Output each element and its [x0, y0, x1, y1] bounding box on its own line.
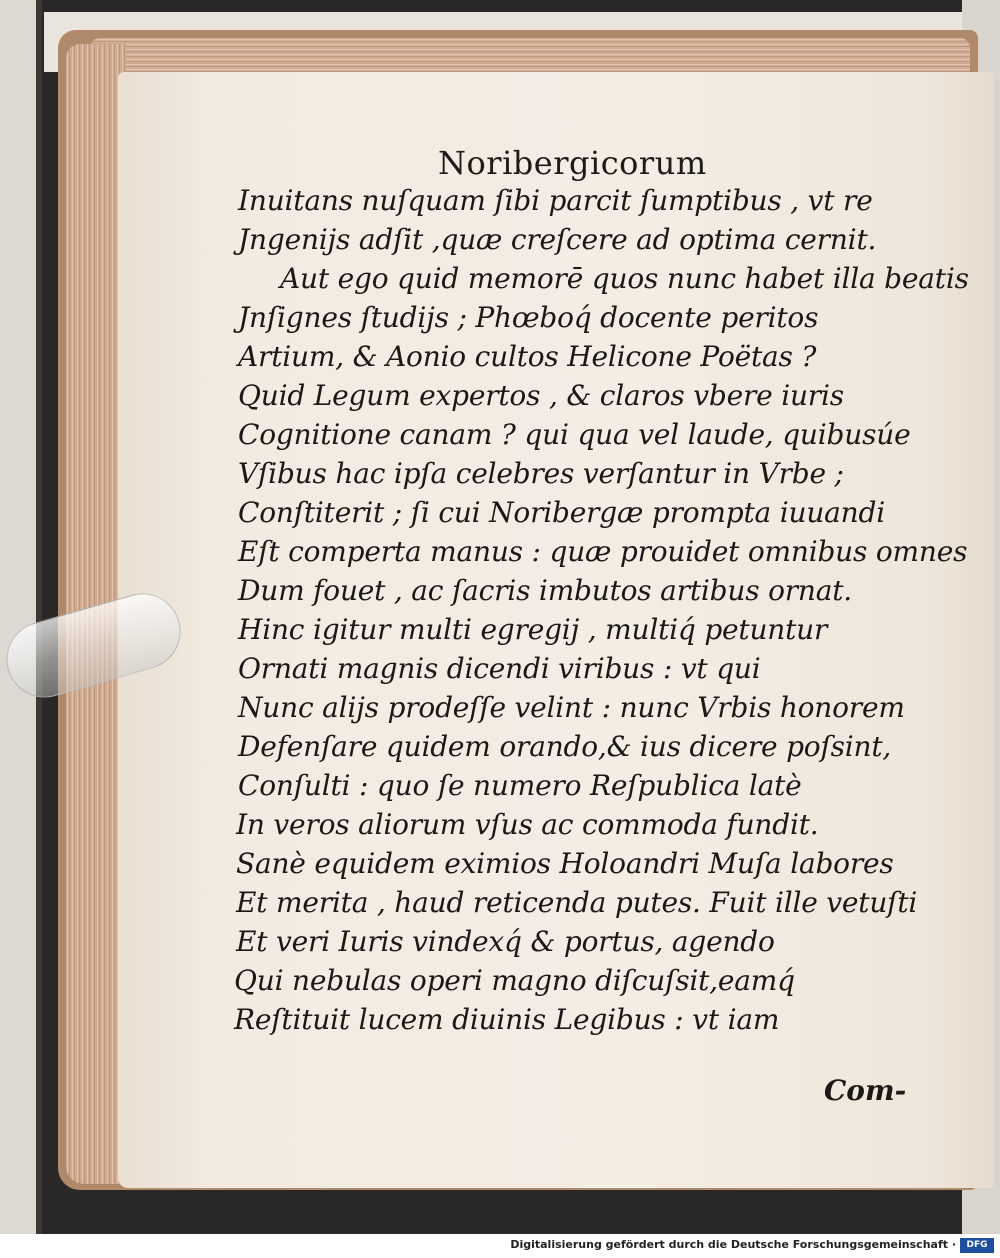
- verse-line: Vſibus hac ipſa celebres verſantur in Vrbe ;: [238, 457, 844, 490]
- verse-line: Sanè equidem eximios Holoandri Muſa labores: [236, 847, 894, 880]
- verse-line: Inuitans nuſquam ſibi parcit ſumptibus , vt re: [238, 184, 873, 217]
- verse-line: Artium, & Aonio cultos Helicone Poëtas ?: [238, 340, 817, 373]
- verse-line: Defenſare quidem orando,& ius dicere poſsint,: [238, 730, 892, 763]
- verse-line: Hinc igitur multi egregij , multiq́ petuntur: [238, 613, 828, 646]
- verse-line: Conſtiterit ; ſi cui Noribergæ prompta iuuandi: [238, 496, 885, 529]
- verse-line: Qui nebulas operi magno diſcuſsit,eamq́: [234, 964, 795, 997]
- verse-line: Conſulti : quo ſe numero Reſpublica latè: [238, 769, 802, 802]
- dfg-logo-icon: DFG: [960, 1238, 994, 1253]
- verse-line: Jngenijs adſit ,quæ creſcere ad optima cernit.: [238, 223, 877, 256]
- verse-line: Et veri Iuris vindexq́ & portus, agendo: [236, 925, 775, 958]
- verse-line: Aut ego quid memorē quos nunc habet illa beatis: [280, 262, 969, 295]
- verse-line: Jnſignes ſtudijs ; Phœboq́ docente peritos: [238, 301, 819, 334]
- verse-line: Reſtituit lucem diuinis Legibus : vt iam: [234, 1003, 780, 1036]
- verse-line: Et merita , haud reticenda putes. Fuit ille vetuſti: [236, 886, 918, 919]
- footer-bar: [0, 1234, 1000, 1258]
- verse-line: Dum fouet , ac ſacris imbutos artibus ornat.: [238, 574, 853, 607]
- verse-line: Ornati magnis dicendi viribus : vt qui: [238, 652, 761, 685]
- page-text: [118, 72, 994, 1188]
- page-title: Noribergicorum: [438, 144, 707, 182]
- book-page: [118, 72, 994, 1188]
- binding-shadow: [36, 0, 42, 1234]
- verse-line: Nunc alijs prodeſſe velint : nunc Vrbis honorem: [238, 691, 905, 724]
- funding-credit: Digitalisierung gefördert durch die Deutsche Forschungsgemeinschaft ·: [510, 1238, 956, 1251]
- verse-line: In veros aliorum vſus ac commoda fundit.: [236, 808, 819, 841]
- verse-line: Eſt comperta manus : quæ prouidet omnibus omnes: [238, 535, 968, 568]
- facing-page-edge: [0, 0, 40, 1234]
- catchword: Com-: [824, 1074, 907, 1107]
- verse-line: Cognitione canam ? qui qua vel laude, quibusúe: [238, 418, 911, 451]
- verse-line: Quid Legum expertos , & claros vbere iuris: [238, 379, 844, 412]
